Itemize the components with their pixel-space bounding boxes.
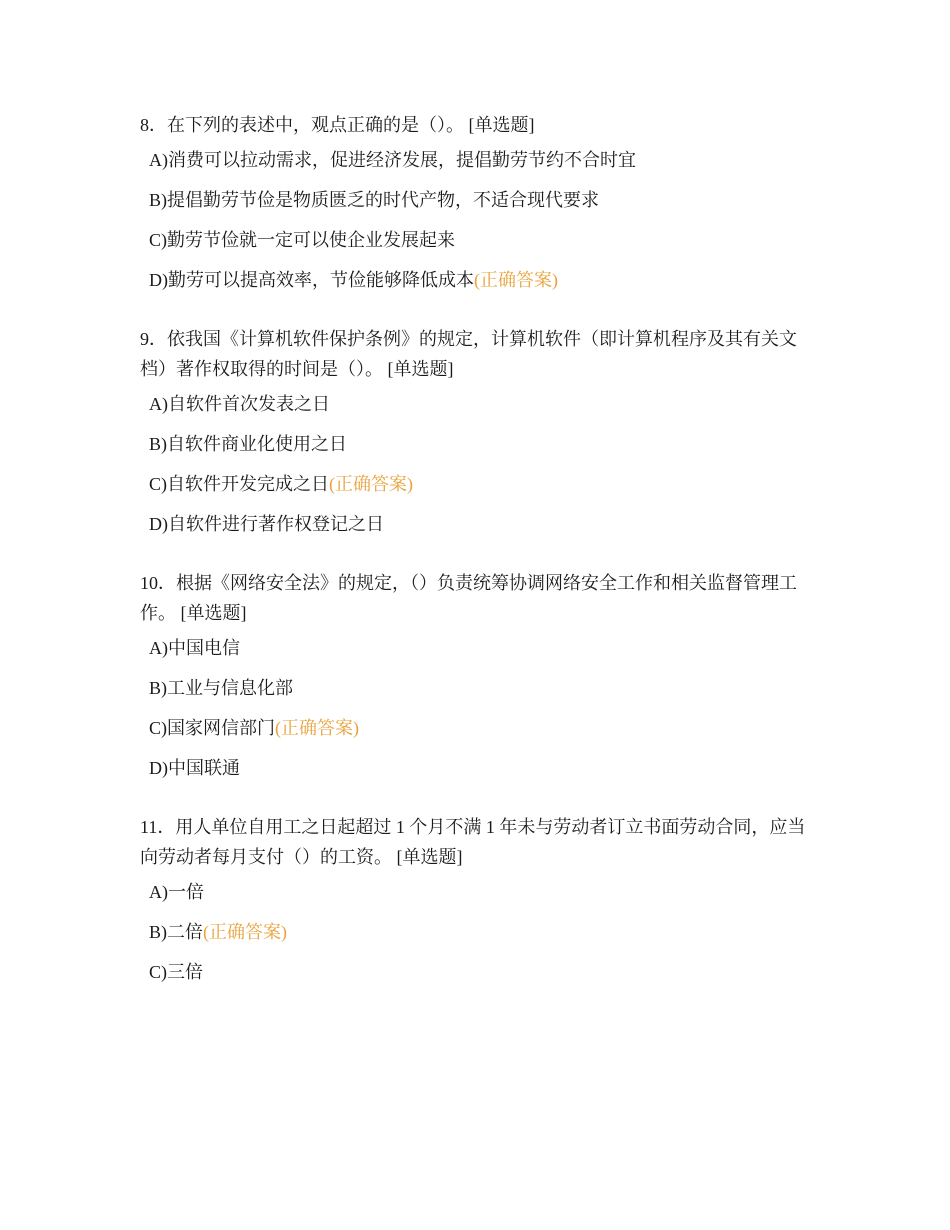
question-stem: 10．根据《网络安全法》的规定，（）负责统筹协调网络安全工作和相关监督管理工作。 [单选题] [140,573,797,623]
question-11 [140,812,820,984]
option-text: A)消费可以拉动需求，促进经济发展，提倡勤劳节约不合时宜 [149,150,636,170]
question-8 [140,110,820,292]
option-d [149,756,820,780]
correct-answer-tag: (正确答案) [275,718,359,738]
question-9 [140,324,820,536]
option-text: C)三倍 [149,962,203,982]
correct-answer-tag: (正确答案) [329,474,413,494]
option-c [149,472,820,496]
question-stem: 11．用人单位自用工之日起超过 1 个月不满 1 年未与劳动者订立书面劳动合同，应当向劳动者每月支付（）的工资。 [单选题] [140,817,806,867]
option-a [149,880,820,904]
option-text: D)勤劳可以提高效率，节俭能够降低成本 [149,270,474,290]
option-c [149,960,820,984]
option-b [149,432,820,456]
quiz-page [140,110,820,984]
option-c [149,716,820,740]
correct-answer-tag: (正确答案) [203,922,287,942]
option-text: A)一倍 [149,882,204,902]
option-text: D)中国联通 [149,758,240,778]
option-d [149,268,820,292]
option-a [149,148,820,172]
option-b [149,920,820,944]
option-text: A)中国电信 [149,638,240,658]
question-10 [140,568,820,780]
option-text: A)自软件首次发表之日 [149,394,330,414]
question-stem: 9．依我国《计算机软件保护条例》的规定，计算机软件（即计算机程序及其有关文档）著作权取得的时间是（）。 [单选题] [140,329,797,379]
option-b [149,188,820,212]
option-a [149,636,820,660]
option-text: C)勤劳节俭就一定可以使企业发展起来 [149,230,455,250]
option-text: B)提倡勤劳节俭是物质匮乏的时代产物，不适合现代要求 [149,190,599,210]
option-text: B)自软件商业化使用之日 [149,434,347,454]
question-stem: 8．在下列的表述中，观点正确的是（）。 [单选题] [140,115,535,135]
option-c [149,228,820,252]
option-text: C)自软件开发完成之日 [149,474,329,494]
option-text: B)二倍 [149,922,203,942]
option-text: C)国家网信部门 [149,718,275,738]
correct-answer-tag: (正确答案) [474,270,558,290]
option-d [149,512,820,536]
option-b [149,676,820,700]
option-text: D)自软件进行著作权登记之日 [149,514,384,534]
option-text: B)工业与信息化部 [149,678,293,698]
option-a [149,392,820,416]
